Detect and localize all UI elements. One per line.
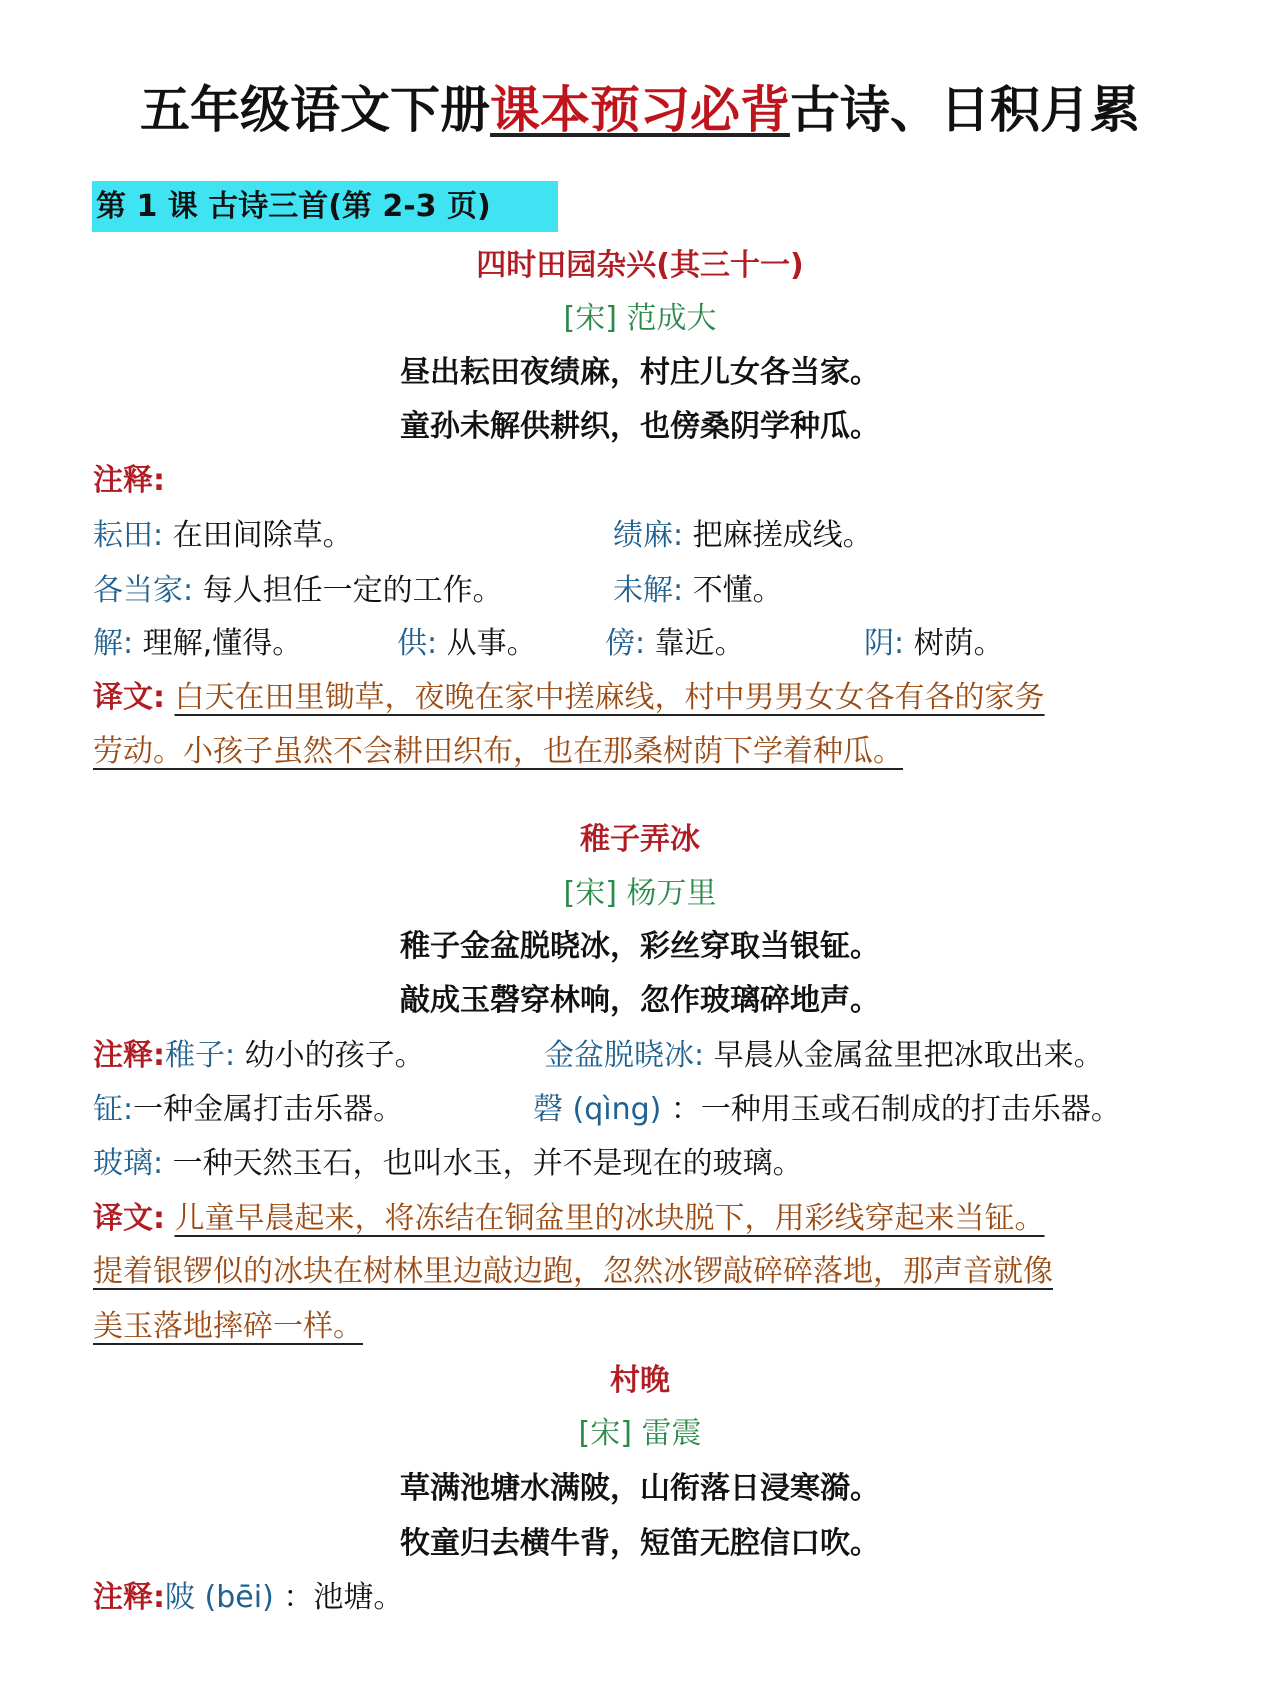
note-term: 各当家:	[93, 573, 194, 608]
note-term: 耘田:	[93, 518, 164, 553]
note-term: 金盆脱晓冰:	[544, 1038, 705, 1073]
note-term: 阴:	[864, 626, 905, 661]
note-item	[613, 509, 873, 563]
note-def: 一种天然玉石，也叫水玉，并不是现在的玻璃。	[172, 1146, 803, 1181]
poem-line: 昼出耘田夜绩麻，村庄儿女各当家。	[400, 355, 880, 390]
poem-title: 四时田园杂兴(其三十一)	[476, 248, 804, 283]
note-item	[93, 1571, 403, 1625]
note-item	[93, 1083, 403, 1137]
note-def: 每人担任一定的工作。	[202, 573, 503, 608]
note-item	[864, 617, 1004, 671]
note-term: 傍:	[605, 626, 646, 661]
translation-text: 提着银锣似的冰块在树林里边敲边跑，忽然冰锣敲碎碎落地，那声音就像	[93, 1254, 1053, 1289]
translation-label: 译文:	[93, 1201, 165, 1236]
translation-text: 儿童早晨起来，将冻结在铜盆里的冰块脱下，用彩线穿起来当钲。	[174, 1201, 1045, 1236]
translation-text: 美玉落地摔碎一样。	[93, 1309, 363, 1344]
translation	[93, 1300, 363, 1354]
note-term: 磬 (qìng)	[533, 1092, 671, 1127]
poem-author: [宋] 雷震	[578, 1416, 702, 1451]
note-def: 一种金属打击乐器。	[133, 1092, 404, 1127]
note-def: 从事。	[446, 626, 537, 661]
note-term: 未解:	[613, 573, 684, 608]
note-def: 在田间除草。	[172, 518, 353, 553]
translation	[93, 1192, 1045, 1246]
title-suffix: 古诗、日积月累	[790, 81, 1140, 139]
note-def: 不懂。	[692, 573, 783, 608]
note-def: 树荫。	[913, 626, 1004, 661]
note-def: 早晨从金属盆里把冰取出来。	[713, 1038, 1104, 1073]
note-def: 把麻搓成线。	[692, 518, 873, 553]
note-item	[544, 1029, 1104, 1083]
poem-author: [宋] 杨万里	[563, 876, 717, 911]
note-term: 解:	[93, 626, 134, 661]
notes-label: 注释:	[93, 463, 165, 498]
translation-label: 译文:	[93, 680, 165, 715]
note-term: 绩麻:	[613, 518, 684, 553]
note-def: ：池塘。	[283, 1580, 404, 1615]
page-title	[0, 78, 1280, 142]
poem-author: [宋] 范成大	[563, 301, 717, 336]
note-term: 供:	[397, 626, 438, 661]
note-item	[93, 509, 353, 563]
note-def: 理解,懂得。	[142, 626, 303, 661]
note-term: 玻璃:	[93, 1146, 164, 1181]
note-item	[605, 617, 745, 671]
note-item	[93, 617, 302, 671]
notes-label: 注释:	[93, 1038, 165, 1073]
poem-title: 村晚	[610, 1363, 670, 1398]
section-header: 第 1 课 古诗三首(第 2-3 页)	[92, 181, 558, 232]
note-def: 靠近。	[654, 626, 745, 661]
note-term: 陂 (bēi)	[165, 1580, 284, 1615]
translation	[93, 671, 1045, 725]
note-item	[613, 564, 783, 618]
note-term: 稚子:	[165, 1038, 236, 1073]
translation-text: 白天在田里锄草，夜晚在家中搓麻线，村中男男女女各有各的家务	[174, 680, 1045, 715]
poem-title: 稚子弄冰	[580, 822, 700, 857]
note-item	[397, 617, 537, 671]
translation-text: 劳动。小孩子虽然不会耕田织布，也在那桑树荫下学着种瓜。	[93, 734, 903, 769]
title-prefix: 五年级语文下册	[140, 81, 490, 139]
note-def: ：一种用玉或石制成的打击乐器。	[670, 1092, 1121, 1127]
poem-line: 敲成玉磬穿林响，忽作玻璃碎地声。	[400, 983, 880, 1018]
poem-line: 童孙未解供耕织，也傍桑阴学种瓜。	[400, 409, 880, 444]
note-term: 钲:	[93, 1092, 134, 1127]
poem-line: 草满池塘水满陂，山衔落日浸寒漪。	[400, 1471, 880, 1506]
title-highlight: 课本预习必背	[490, 81, 790, 139]
notes-label: 注释:	[93, 1580, 165, 1615]
poem-line: 稚子金盆脱晓冰，彩丝穿取当银钲。	[400, 929, 880, 964]
note-item	[93, 564, 503, 618]
note-def: 幼小的孩子。	[244, 1038, 425, 1073]
note-item	[533, 1083, 1121, 1137]
poem-line: 牧童归去横牛背，短笛无腔信口吹。	[400, 1526, 880, 1561]
translation	[93, 1245, 1053, 1299]
translation	[93, 725, 903, 779]
note-item	[93, 1029, 425, 1083]
note-item	[93, 1137, 803, 1191]
